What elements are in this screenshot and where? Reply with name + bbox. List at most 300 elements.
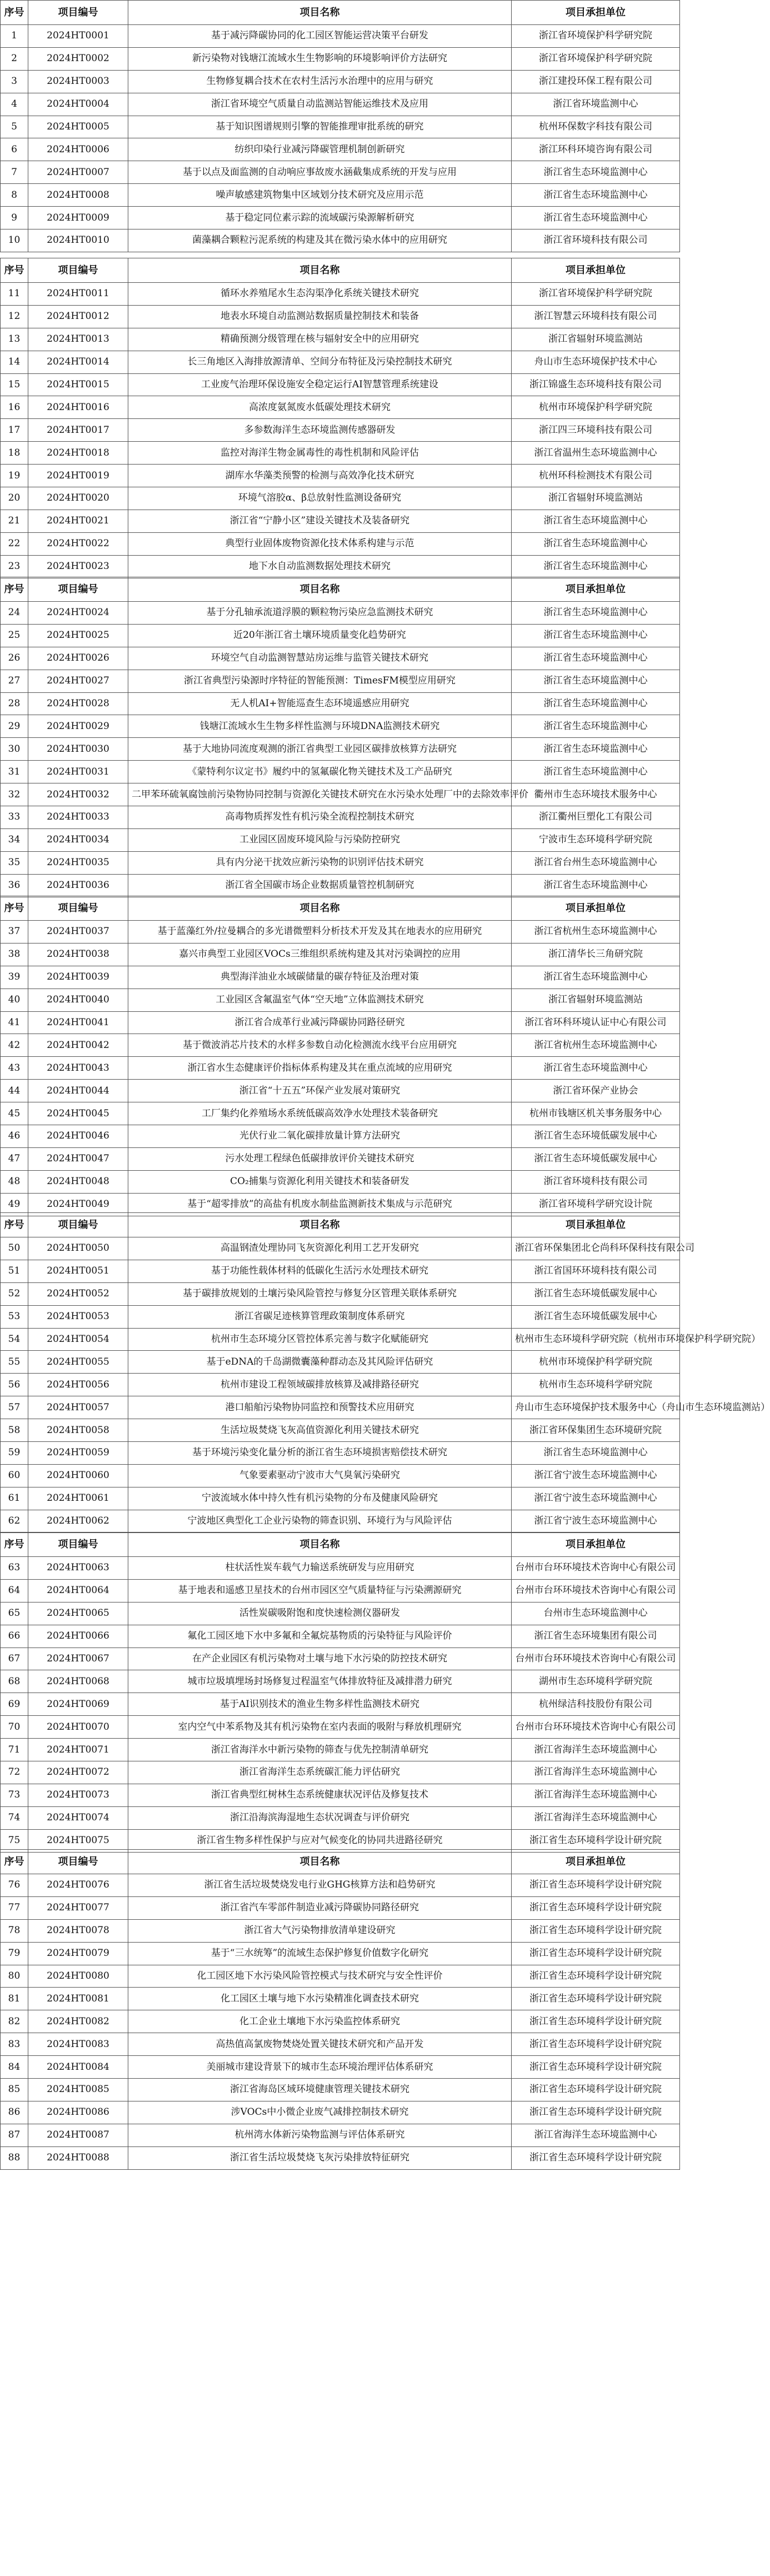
cell-seq: 20 [1,487,28,510]
table-row [1,1716,680,1739]
table-row [1,351,680,373]
cell-seq: 52 [1,1282,28,1305]
cell-unit: 杭州市钱塘区机关事务服务中心 [512,1102,680,1125]
cell-unit: 浙江省辐射环境监测站 [512,989,680,1011]
cell-seq: 30 [1,738,28,761]
cell-unit: 浙江省生态环境低碳发展中心 [512,1147,680,1170]
cell-seq: 65 [1,1602,28,1625]
cell-unit: 浙江省生态环境监测中心 [512,692,680,715]
cell-seq: 5 [1,116,28,138]
table-header-row [1,577,680,602]
cell-name: 化工企业土壤地下水污染监控体系研究 [128,2010,512,2033]
cell-seq: 22 [1,532,28,555]
cell-code: 2024HT0082 [28,2010,128,2033]
cell-name: 室内空气中苯系物及其有机污染物在室内表面的吸附与释放机理研究 [128,1716,512,1739]
cell-code: 2024HT0004 [28,93,128,116]
cell-seq: 79 [1,1942,28,1965]
cell-unit: 浙江省海洋生态环境监测中心 [512,1739,680,1761]
cell-code: 2024HT0081 [28,1988,128,2010]
cell-unit: 浙江省生态环境科学设计研究院 [512,1965,680,1988]
table-row [1,138,680,161]
cell-code: 2024HT0048 [28,1170,128,1193]
cell-seq: 81 [1,1988,28,2010]
cell-unit: 杭州绿洁科技股份有限公司 [512,1693,680,1716]
cell-unit: 浙江省生态环境监测中心 [512,761,680,783]
cell-code: 2024HT0036 [28,874,128,897]
cell-seq: 16 [1,396,28,419]
cell-seq: 12 [1,305,28,328]
table-row [1,1579,680,1602]
cell-code: 2024HT0007 [28,161,128,184]
cell-name: 基于分孔轴承流道浮膜的颗粒物污染应急监测技术研究 [128,602,512,625]
cell-seq: 23 [1,555,28,578]
cell-seq: 70 [1,1716,28,1739]
cell-seq: 9 [1,207,28,229]
table-row [1,207,680,229]
cell-seq: 49 [1,1193,28,1216]
table-row [1,47,680,70]
cell-name: 气象要素驱动宁波市大气臭氧污染研究 [128,1464,512,1487]
cell-seq: 34 [1,828,28,851]
cell-seq: 84 [1,2056,28,2079]
cell-code: 2024HT0064 [28,1579,128,1602]
cell-name: 环境气溶胶α、β总放射性监测设备研究 [128,487,512,510]
table-row [1,1351,680,1374]
cell-unit: 浙江省生态环境科学设计研究院 [512,2146,680,2169]
table-row [1,2146,680,2169]
cell-code: 2024HT0042 [28,1034,128,1057]
table-row [1,943,680,966]
cell-name: 噪声敏感建筑物集中区域划分技术研究及应用示范 [128,184,512,207]
table-row [1,874,680,897]
cell-code: 2024HT0069 [28,1693,128,1716]
table-row [1,328,680,351]
cell-seq: 67 [1,1648,28,1670]
table-row [1,161,680,184]
cell-seq: 50 [1,1237,28,1260]
cell-unit: 浙江省国环环境科技有限公司 [512,1260,680,1282]
cell-name: 基于环境污染变化量分析的浙江省生态环境损害赔偿技术研究 [128,1442,512,1465]
project-table [0,577,680,897]
cell-code: 2024HT0059 [28,1442,128,1465]
cell-code: 2024HT0015 [28,373,128,396]
cell-name: 典型海洋油业水域碳储量的碳存特征及治理对策 [128,966,512,989]
table-row [1,1670,680,1693]
cell-unit: 浙江建投环保工程有限公司 [512,70,680,93]
cell-code: 2024HT0010 [28,229,128,252]
table-row [1,184,680,207]
table-row [1,555,680,578]
cell-seq: 59 [1,1442,28,1465]
table-row [1,783,680,806]
cell-unit: 浙江省生态环境低碳发展中心 [512,1282,680,1305]
cell-seq: 7 [1,161,28,184]
cell-unit: 浙江省辐射环境监测站 [512,328,680,351]
table-row [1,1648,680,1670]
cell-code: 2024HT0023 [28,555,128,578]
cell-code: 2024HT0031 [28,761,128,783]
cell-name: 城市垃圾填埋场封场修复过程温室气体排放特征及减排潜力研究 [128,1670,512,1693]
cell-name: 基于碳排放规划的土壤污染风险管控与修复分区管理关联体系研究 [128,1282,512,1305]
cell-name: 杭州市生态环境分区管控体系完善与数字化赋能研究 [128,1328,512,1351]
cell-seq: 26 [1,647,28,670]
header-unit: 项目承担单位 [512,1213,680,1237]
cell-unit: 浙江省生态环境科学设计研究院 [512,2010,680,2033]
cell-code: 2024HT0070 [28,1716,128,1739]
cell-code: 2024HT0061 [28,1487,128,1510]
cell-unit: 浙江省生态环境监测中心 [512,510,680,532]
cell-unit: 浙江省生态环境科学设计研究院 [512,1919,680,1942]
cell-unit: 浙江省海洋生态环境监测中心 [512,2124,680,2146]
cell-name: 地表水环境自动监测站数据质量控制技术和装备 [128,305,512,328]
cell-unit: 浙江省生态环境监测中心 [512,1442,680,1465]
cell-name: 高温钢渣处理协同飞灰资源化利用工艺开发研究 [128,1237,512,1260]
cell-unit: 浙江锦盛生态环境科技有限公司 [512,373,680,396]
table-row [1,1965,680,1988]
cell-code: 2024HT0066 [28,1625,128,1648]
table-row [1,1829,680,1852]
table-row [1,1487,680,1510]
cell-code: 2024HT0072 [28,1761,128,1784]
table-row [1,828,680,851]
cell-seq: 63 [1,1557,28,1580]
cell-code: 2024HT0035 [28,851,128,874]
cell-unit: 浙江环科环境咨询有限公司 [512,138,680,161]
table-row [1,1625,680,1648]
table-row [1,1328,680,1351]
cell-unit: 杭州市环境保护科学研究院 [512,396,680,419]
cell-code: 2024HT0017 [28,419,128,442]
header-code: 项目编号 [28,1532,128,1557]
table-header-row [1,258,680,283]
header-seq: 序号 [1,1532,28,1557]
cell-name: 生物修复耦合技术在农村生活污水治理中的应用与研究 [128,70,512,93]
cell-seq: 54 [1,1328,28,1351]
table-row [1,1919,680,1942]
cell-code: 2024HT0084 [28,2056,128,2079]
cell-unit: 浙江省宁波生态环境监测中心 [512,1487,680,1510]
cell-seq: 87 [1,2124,28,2146]
cell-code: 2024HT0079 [28,1942,128,1965]
table-row [1,1693,680,1716]
table-row [1,1170,680,1193]
cell-code: 2024HT0029 [28,715,128,738]
cell-unit: 浙江省生态环境监测中心 [512,874,680,897]
cell-name: 在产企业园区有机污染物对土壤与地下水污染的防控技术研究 [128,1648,512,1670]
cell-name: 宁波流域水体中持久性有机污染物的分布及健康风险研究 [128,1487,512,1510]
cell-code: 2024HT0041 [28,1011,128,1034]
cell-name: 浙江省环境空气质量自动监测站智能运维技术及应用 [128,93,512,116]
cell-unit: 浙江清华长三角研究院 [512,943,680,966]
header-unit: 项目承担单位 [512,258,680,283]
cell-name: 典型行业固体废物资源化技术体系构建与示范 [128,532,512,555]
cell-name: 湖库水华藻类预警的检测与高效净化技术研究 [128,465,512,487]
cell-seq: 25 [1,624,28,647]
header-seq: 序号 [1,1850,28,1874]
cell-unit: 浙江省环境科学研究设计院 [512,1193,680,1216]
table-row [1,1988,680,2010]
cell-unit: 杭州市生态环境科学研究院（杭州市环境保护科学研究院） [512,1328,680,1351]
cell-name: 浙江省生物多样性保护与应对气候变化的协同共进路径研究 [128,1829,512,1852]
cell-unit: 浙江省生态环境监测中心 [512,670,680,692]
table-row [1,1896,680,1919]
cell-unit: 浙江省生态环境监测中心 [512,715,680,738]
cell-seq: 51 [1,1260,28,1282]
cell-name: 浙江省生活垃圾焚烧发电行业GHG核算方法和趋势研究 [128,1874,512,1897]
header-seq: 序号 [1,1213,28,1237]
cell-code: 2024HT0018 [28,442,128,465]
cell-seq: 21 [1,510,28,532]
cell-unit: 浙江省海洋生态环境监测中心 [512,1806,680,1829]
cell-unit: 台州市台环环境技术咨询中心有限公司 [512,1716,680,1739]
cell-seq: 35 [1,851,28,874]
cell-name: 美丽城市建设背景下的城市生态环境治理评估体系研究 [128,2056,512,2079]
table-row [1,1102,680,1125]
table-row [1,465,680,487]
table-row [1,966,680,989]
cell-seq: 80 [1,1965,28,1988]
cell-seq: 78 [1,1919,28,1942]
cell-seq: 72 [1,1761,28,1784]
table-row [1,1557,680,1580]
cell-unit: 浙江省海洋生态环境监测中心 [512,1784,680,1806]
cell-unit: 浙江省生态环境科学设计研究院 [512,2056,680,2079]
table-row [1,1419,680,1442]
cell-name: 氟化工园区地下水中多氟和全氟烷基物质的污染特征与风险评价 [128,1625,512,1648]
cell-seq: 56 [1,1374,28,1396]
table-row [1,1147,680,1170]
table-row [1,442,680,465]
cell-code: 2024HT0032 [28,783,128,806]
cell-seq: 82 [1,2010,28,2033]
cell-code: 2024HT0005 [28,116,128,138]
cell-name: 监控对海洋生物金属毒性的毒性机制和风险评估 [128,442,512,465]
cell-seq: 62 [1,1510,28,1532]
cell-unit: 浙江省生态环境科学设计研究院 [512,2079,680,2101]
cell-unit: 浙江省生态环境科学设计研究院 [512,1896,680,1919]
cell-unit: 浙江省温州生态环境监测中心 [512,442,680,465]
cell-code: 2024HT0085 [28,2079,128,2101]
table-row [1,116,680,138]
cell-name: CO₂捕集与资源化利用关键技术和装备研发 [128,1170,512,1193]
cell-unit: 杭州环保数字科技有限公司 [512,116,680,138]
header-code: 项目编号 [28,1,128,25]
cell-unit: 杭州环科检测技术有限公司 [512,465,680,487]
cell-name: 污水处理工程绿色低碳排放评价关键技术研究 [128,1147,512,1170]
table-row [1,2079,680,2101]
cell-name: 新污染物对钱塘江流域水生生物影响的环境影响评价方法研究 [128,47,512,70]
cell-name: 基于“三水统筹”的流域生态保护修复价值数字化研究 [128,1942,512,1965]
cell-unit: 舟山市生态环境保护技术服务中心（舟山市生态环境监测站） [512,1396,680,1419]
cell-name: 基于知识图谱规则引擎的智能推理审批系统的研究 [128,116,512,138]
cell-code: 2024HT0083 [28,2033,128,2056]
cell-name: 基于稳定同位素示踪的流域碳污染源解析研究 [128,207,512,229]
table-row [1,419,680,442]
cell-unit: 浙江省环境保护科学研究院 [512,47,680,70]
cell-name: 基于地表和遥感卫星技术的台州市园区空气质量特征与污染溯源研究 [128,1579,512,1602]
cell-unit: 浙江省环境监测中心 [512,93,680,116]
header-name: 项目名称 [128,577,512,602]
table-row [1,93,680,116]
cell-seq: 24 [1,602,28,625]
cell-unit: 台州市生态环境监测中心 [512,1602,680,1625]
cell-code: 2024HT0003 [28,70,128,93]
cell-seq: 13 [1,328,28,351]
table-row [1,25,680,48]
table-row [1,510,680,532]
table-row [1,602,680,625]
cell-seq: 58 [1,1419,28,1442]
cell-unit: 浙江省环境保护科学研究院 [512,283,680,306]
table-row [1,670,680,692]
table-header-row [1,1850,680,1874]
cell-name: 具有内分泌干扰效应新污染物的识别评估技术研究 [128,851,512,874]
cell-name: 杭州湾水体新污染物监测与评估体系研究 [128,2124,512,2146]
cell-name: 基于“超零排放”的高盐有机废水制盐监测新技术集成与示范研究 [128,1193,512,1216]
cell-seq: 18 [1,442,28,465]
table-section [0,1212,770,1533]
cell-name: 浙江省合成革行业减污降碳协同路径研究 [128,1011,512,1034]
header-seq: 序号 [1,1,28,25]
cell-seq: 10 [1,229,28,252]
table-row [1,532,680,555]
cell-name: 基于AI识别技术的渔业生物多样性监测技术研究 [128,1693,512,1716]
cell-unit: 杭州市环境保护科学研究院 [512,1351,680,1374]
project-table [0,258,680,578]
header-name: 项目名称 [128,896,512,921]
cell-code: 2024HT0020 [28,487,128,510]
table-row [1,2101,680,2124]
cell-seq: 17 [1,419,28,442]
cell-name: 浙江沿海滨海湿地生态状况调查与评价研究 [128,1806,512,1829]
cell-seq: 47 [1,1147,28,1170]
table-row [1,1125,680,1148]
table-section [0,258,679,578]
cell-unit: 浙江省杭州生态环境监测中心 [512,1034,680,1057]
cell-code: 2024HT0074 [28,1806,128,1829]
table-row [1,1034,680,1057]
table-row [1,1237,680,1260]
cell-unit: 浙江省生态环境监测中心 [512,738,680,761]
cell-code: 2024HT0008 [28,184,128,207]
cell-seq: 68 [1,1670,28,1693]
cell-seq: 29 [1,715,28,738]
cell-name: 浙江省碳足迹核算管理政策制度体系研究 [128,1305,512,1328]
cell-code: 2024HT0001 [28,25,128,48]
table-row [1,692,680,715]
cell-seq: 77 [1,1896,28,1919]
project-table [0,1849,680,2170]
cell-name: 浙江省汽车零部件制造业减污降碳协同路径研究 [128,1896,512,1919]
cell-name: 精确预测分级管理在核与辐射安全中的应用研究 [128,328,512,351]
cell-seq: 85 [1,2079,28,2101]
project-table [0,896,680,1216]
cell-unit: 浙江省生态环境集团有限公司 [512,1625,680,1648]
table-header-row [1,896,680,921]
cell-seq: 4 [1,93,28,116]
cell-name: 工业废气治理环保设施安全稳定运行AI智慧管理系统建设 [128,373,512,396]
cell-unit: 浙江省生态环境监测中心 [512,966,680,989]
cell-code: 2024HT0047 [28,1147,128,1170]
cell-name: 浙江省海岛区域环境健康管理关键技术研究 [128,2079,512,2101]
cell-code: 2024HT0071 [28,1739,128,1761]
table-section [0,0,679,252]
cell-code: 2024HT0087 [28,2124,128,2146]
table-row [1,373,680,396]
cell-name: 化工园区地下水污染风险管控模式与技术研究与安全性评价 [128,1965,512,1988]
cell-name: 光伏行业二氧化碳排放量计算方法研究 [128,1125,512,1148]
table-header-row [1,1,680,25]
cell-name: 基于eDNA的千岛湖微囊藻种群动态及其风险评估研究 [128,1351,512,1374]
cell-code: 2024HT0028 [28,692,128,715]
cell-name: 基于微波消芯片技术的水样多参数自动化检测流水线平台应用研究 [128,1034,512,1057]
header-unit: 项目承担单位 [512,1532,680,1557]
cell-seq: 28 [1,692,28,715]
table-row [1,1080,680,1102]
header-unit: 项目承担单位 [512,577,680,602]
cell-seq: 27 [1,670,28,692]
cell-code: 2024HT0043 [28,1057,128,1080]
cell-unit: 浙江省生态环境低碳发展中心 [512,1125,680,1148]
cell-code: 2024HT0062 [28,1510,128,1532]
cell-name: 高热值高氯废物焚烧处置关键技术研究和产品开发 [128,2033,512,2056]
cell-name: 基于功能性载体材料的低碳化生活污水处理技术研究 [128,1260,512,1282]
cell-unit: 浙江省生态环境科学设计研究院 [512,1988,680,2010]
cell-name: 长三角地区入海排放源清单、空间分布特征及污染控制技术研究 [128,351,512,373]
table-row [1,229,680,252]
cell-unit: 浙江省环境科技有限公司 [512,229,680,252]
cell-name: 地下水自动监测数据处理技术研究 [128,555,512,578]
cell-name: 基于以点及面监测的自动响应事故废水涵截集成系统的开发与应用 [128,161,512,184]
cell-name: 活性炭碳吸附饱和度快速检测仪器研发 [128,1602,512,1625]
table-row [1,1260,680,1282]
cell-unit: 浙江省台州生态环境监测中心 [512,851,680,874]
header-code: 项目编号 [28,1213,128,1237]
cell-seq: 73 [1,1784,28,1806]
cell-code: 2024HT0052 [28,1282,128,1305]
table-row [1,2124,680,2146]
cell-code: 2024HT0002 [28,47,128,70]
cell-code: 2024HT0058 [28,1419,128,1442]
cell-unit: 浙江省环保集团北仑尚科环保科技有限公司 [512,1237,680,1260]
cell-unit: 浙江智慧云环境科技有限公司 [512,305,680,328]
cell-code: 2024HT0012 [28,305,128,328]
header-seq: 序号 [1,896,28,921]
header-unit: 项目承担单位 [512,1850,680,1874]
cell-name: 浙江省典型污染源时序特征的智能预测：TimesFM模型应用研究 [128,670,512,692]
cell-unit: 浙江省生态环境监测中心 [512,532,680,555]
cell-name: 二甲苯环硫氧腐蚀前污染物协同控制与资源化关键技术研究在水污染水处理厂中的去除效率评价 [128,783,512,806]
cell-seq: 71 [1,1739,28,1761]
cell-name: 浙江省水生态健康评价指标体系构建及其在重点流域的应用研究 [128,1057,512,1080]
table-row [1,851,680,874]
cell-seq: 42 [1,1034,28,1057]
table-row [1,624,680,647]
table-row [1,1806,680,1829]
cell-unit: 浙江四三环境科技有限公司 [512,419,680,442]
header-seq: 序号 [1,577,28,602]
table-row [1,1602,680,1625]
table-row [1,1396,680,1419]
cell-seq: 40 [1,989,28,1011]
cell-seq: 43 [1,1057,28,1080]
cell-seq: 83 [1,2033,28,2056]
cell-name: 工业园区固废环境风险与污染防控研究 [128,828,512,851]
cell-code: 2024HT0060 [28,1464,128,1487]
table-row [1,1011,680,1034]
cell-unit: 浙江省生态环境监测中心 [512,647,680,670]
cell-unit: 浙江省生态环境科学设计研究院 [512,1874,680,1897]
